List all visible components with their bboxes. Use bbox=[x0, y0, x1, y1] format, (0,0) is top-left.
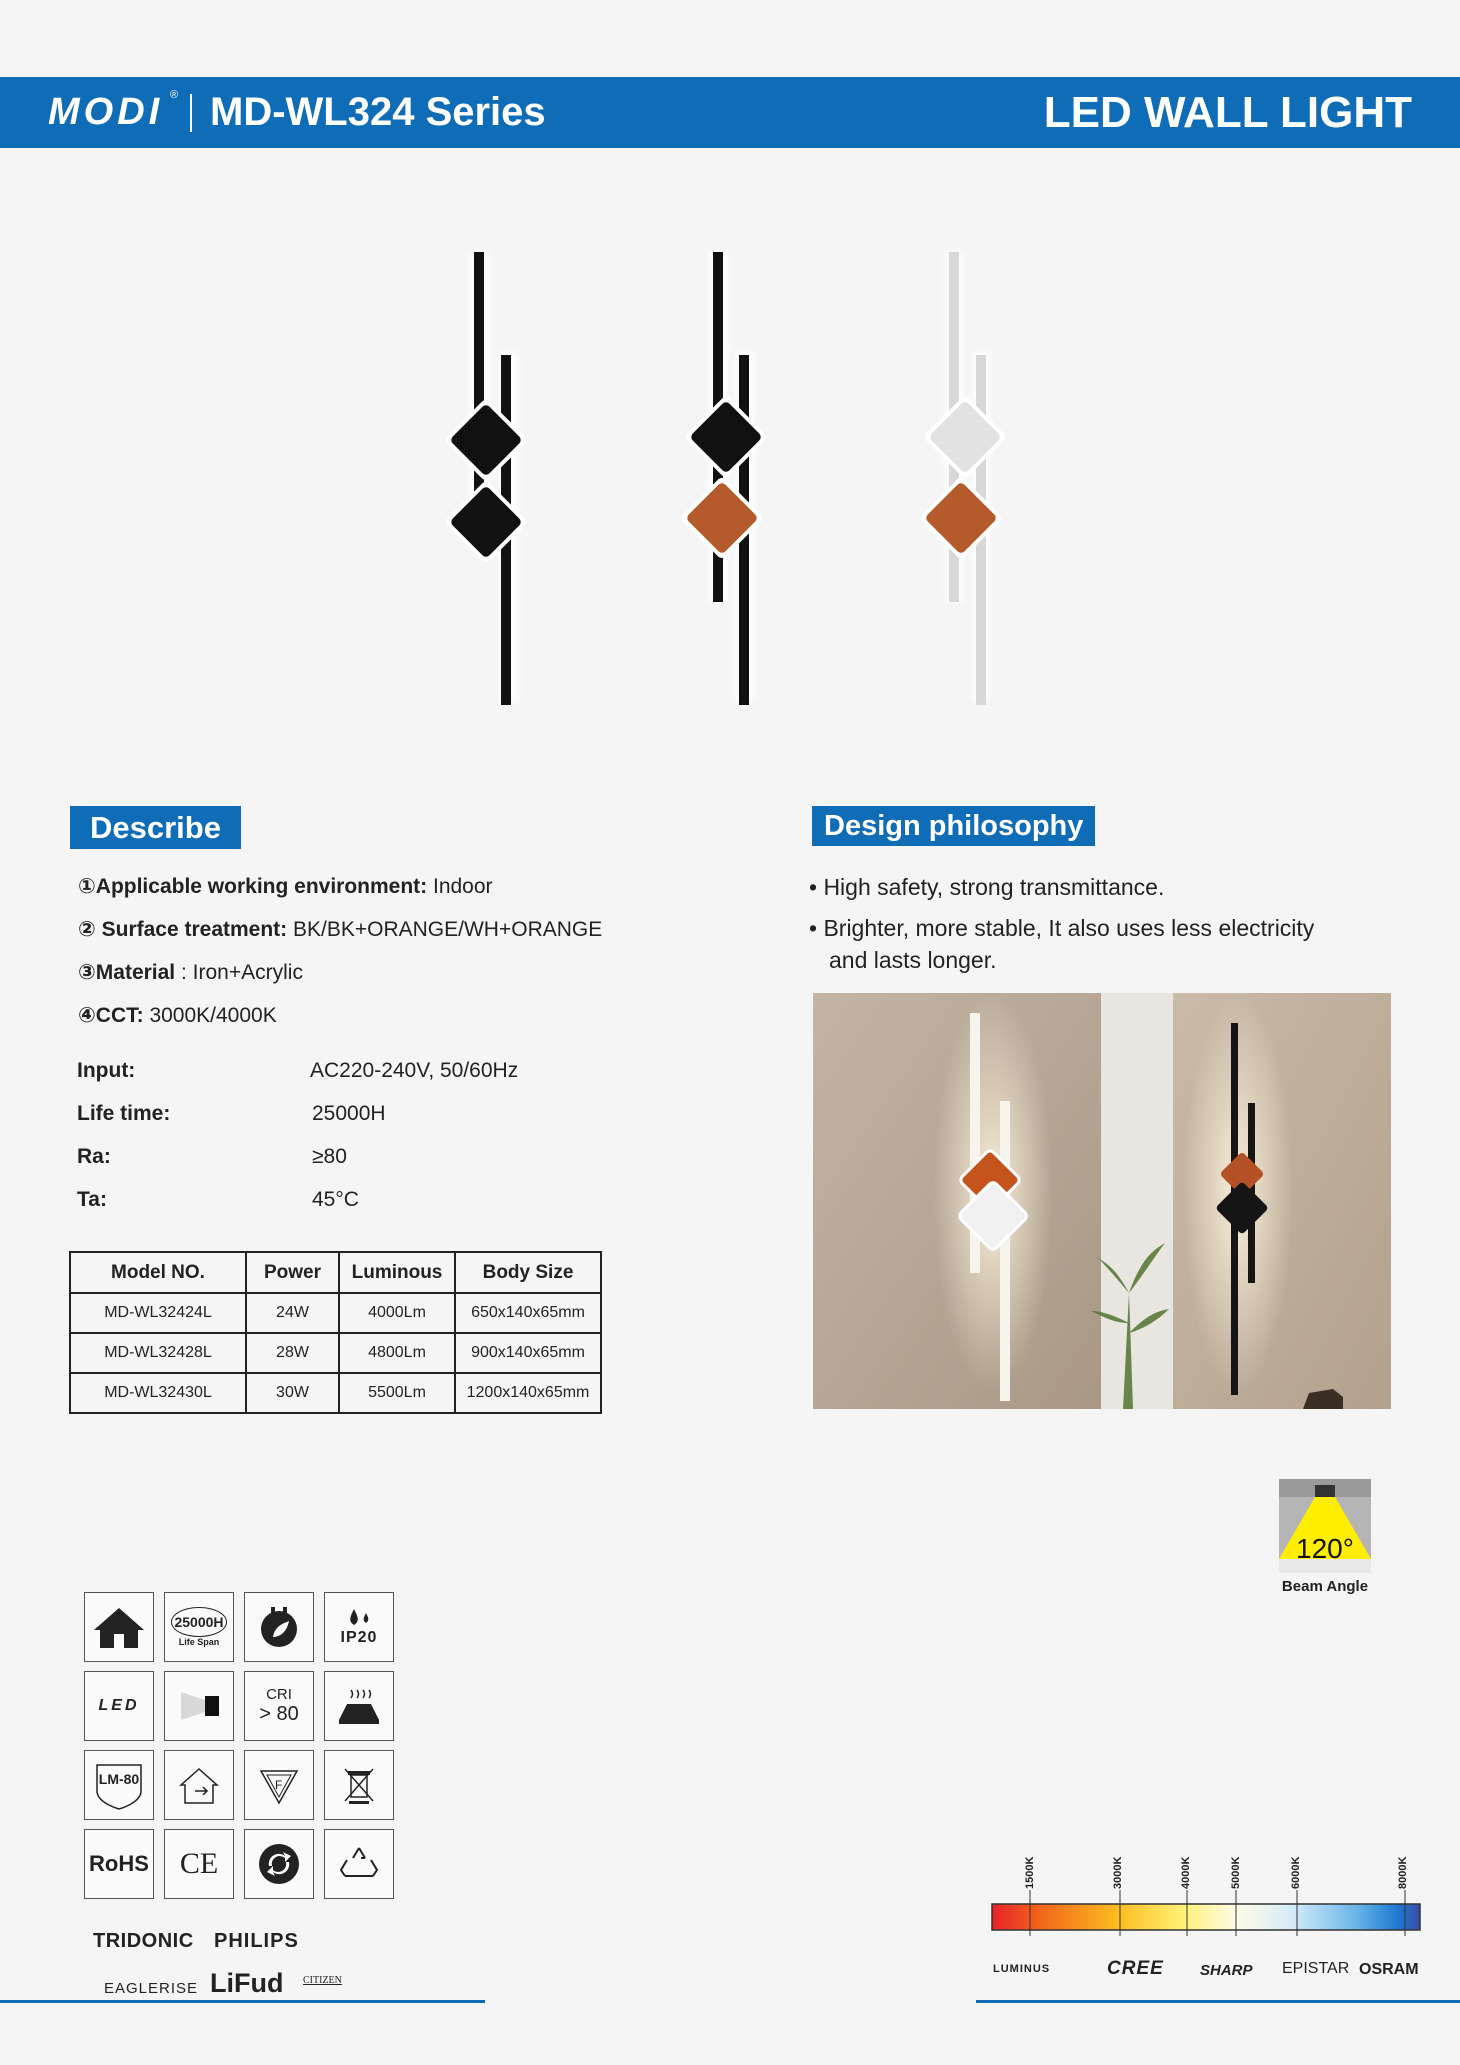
product-photos bbox=[400, 240, 1060, 720]
ip-rating-icon bbox=[324, 1592, 394, 1662]
design-heading: Design philosophy bbox=[812, 806, 1095, 846]
spec-ra-label: Ra: bbox=[77, 1145, 111, 1168]
brand-tridonic: TRIDONIC bbox=[93, 1930, 194, 1952]
brand-philips: PHILIPS bbox=[214, 1930, 299, 1952]
dimmer-icon bbox=[164, 1671, 234, 1741]
beam-angle-value: 120° bbox=[1296, 1533, 1354, 1564]
design-bullet-2: • Brighter, more stable, It also uses less electricity bbox=[809, 915, 1315, 941]
scene-photo bbox=[813, 993, 1391, 1409]
rohs-label: RoHS bbox=[89, 1851, 149, 1876]
spec-input-value: AC220-240V, 50/60Hz bbox=[310, 1059, 519, 1082]
heat-sink-icon bbox=[324, 1671, 394, 1741]
eco-plug-icon bbox=[244, 1592, 314, 1662]
product-black-orange bbox=[680, 252, 769, 705]
beam-angle-icon bbox=[1279, 1479, 1371, 1573]
footer-line-left bbox=[0, 2000, 485, 2003]
weee-bin-icon bbox=[324, 1750, 394, 1820]
header-model: Model NO. bbox=[70, 1252, 246, 1293]
indoor-home-icon bbox=[84, 1592, 154, 1662]
spec-ra-value: ≥80 bbox=[312, 1145, 347, 1168]
table-header-row bbox=[70, 1252, 601, 1293]
brand-citizen: CITIZEN bbox=[303, 1975, 342, 1986]
registered-mark: ® bbox=[170, 89, 179, 101]
brand-luminus: LUMINUS bbox=[993, 1963, 1051, 1975]
ce-label: CE bbox=[179, 1847, 219, 1880]
ip-rating-label: IP20 bbox=[340, 1629, 378, 1646]
header-body-size: Body Size bbox=[455, 1252, 601, 1293]
cell-power: 30W bbox=[246, 1373, 339, 1413]
cct-label-4000k: 4000K bbox=[1180, 1856, 1192, 1889]
desc-material: ③Material : Iron+Acrylic bbox=[78, 961, 303, 984]
cct-label-1500k: 1500K bbox=[1024, 1856, 1036, 1889]
brand-epistar: EPISTAR bbox=[1282, 1960, 1350, 1977]
led-label: LED bbox=[98, 1697, 140, 1714]
cell-model: MD-WL32430L bbox=[70, 1373, 246, 1413]
cct-label-3000k: 3000K bbox=[1112, 1856, 1124, 1889]
lm80-icon bbox=[84, 1750, 154, 1820]
cri-value: > 80 bbox=[259, 1703, 299, 1725]
cell-power: 24W bbox=[246, 1293, 339, 1333]
life-span-icon bbox=[164, 1592, 234, 1662]
footer-line-right bbox=[976, 2000, 1460, 2003]
table-row bbox=[70, 1373, 601, 1413]
design-bullet-2-cont: and lasts longer. bbox=[829, 947, 997, 973]
f-mark-icon bbox=[244, 1750, 314, 1820]
desc-cct: ④CCT: 3000K/4000K bbox=[78, 1004, 277, 1027]
brand-sharp: SHARP bbox=[1200, 1962, 1253, 1979]
design-bullet-1: • High safety, strong transmittance. bbox=[809, 874, 1165, 900]
cell-body-size: 650x140x65mm bbox=[455, 1293, 601, 1333]
desc-environment: ①Applicable working environment: Indoor bbox=[78, 875, 493, 898]
cell-power: 28W bbox=[246, 1333, 339, 1373]
brand-logo: MODI bbox=[48, 91, 164, 133]
table-row bbox=[70, 1293, 601, 1333]
spec-input-label: Input: bbox=[77, 1059, 136, 1082]
cell-luminous: 5500Lm bbox=[339, 1373, 455, 1413]
header-luminous: Luminous bbox=[339, 1252, 455, 1293]
describe-heading: Describe bbox=[70, 806, 241, 849]
ce-icon bbox=[164, 1829, 234, 1899]
cell-luminous: 4800Lm bbox=[339, 1333, 455, 1373]
cell-model: MD-WL32424L bbox=[70, 1293, 246, 1333]
cct-label-6000k: 6000K bbox=[1290, 1856, 1302, 1889]
cell-luminous: 4000Lm bbox=[339, 1293, 455, 1333]
cct-color-bar bbox=[990, 1890, 1422, 1940]
life-span-label: Life Span bbox=[178, 1637, 220, 1647]
beam-angle-label: Beam Angle bbox=[1281, 1578, 1369, 1595]
spec-ta-value: 45°C bbox=[312, 1188, 359, 1211]
lm80-label: LM-80 bbox=[98, 1771, 140, 1787]
brand-lifud: LiFud bbox=[210, 1968, 284, 1998]
table-row bbox=[70, 1333, 601, 1373]
brand-cree: CREE bbox=[1107, 1958, 1164, 1979]
rohs-icon bbox=[84, 1829, 154, 1899]
cell-body-size: 1200x140x65mm bbox=[455, 1373, 601, 1413]
cell-body-size: 900x140x65mm bbox=[455, 1333, 601, 1373]
brand-eaglerise: EAGLERISE bbox=[104, 1980, 199, 1997]
recycle-circle-icon bbox=[244, 1829, 314, 1899]
cri-icon bbox=[244, 1671, 314, 1741]
header-divider bbox=[190, 94, 192, 132]
series-title: MD-WL324 Series bbox=[210, 90, 546, 134]
recycle-triangle-icon bbox=[324, 1829, 394, 1899]
cct-label-5000k: 5000K bbox=[1230, 1856, 1242, 1889]
cell-model: MD-WL32428L bbox=[70, 1333, 246, 1373]
spec-life-value: 25000H bbox=[312, 1102, 386, 1125]
spec-ta-label: Ta: bbox=[77, 1188, 107, 1211]
feature-icon-grid bbox=[84, 1592, 397, 1902]
cct-label-8000k: 8000K bbox=[1397, 1856, 1409, 1889]
header-bar bbox=[0, 77, 1460, 148]
product-white-orange bbox=[919, 252, 1008, 705]
indoor-use-icon bbox=[164, 1750, 234, 1820]
life-span-value: 25000H bbox=[171, 1607, 226, 1637]
header-power: Power bbox=[246, 1252, 339, 1293]
svg-text:F: F bbox=[275, 1778, 283, 1792]
desc-surface: ② Surface treatment: BK/BK+ORANGE/WH+ORANGE bbox=[78, 918, 603, 941]
cri-label: CRI bbox=[266, 1686, 292, 1703]
brand-osram: OSRAM bbox=[1359, 1961, 1419, 1978]
product-black bbox=[444, 252, 529, 705]
model-table bbox=[69, 1251, 602, 1414]
spec-life-label: Life time: bbox=[77, 1102, 171, 1125]
led-icon bbox=[84, 1671, 154, 1741]
category-title: LED WALL LIGHT bbox=[1043, 88, 1412, 137]
